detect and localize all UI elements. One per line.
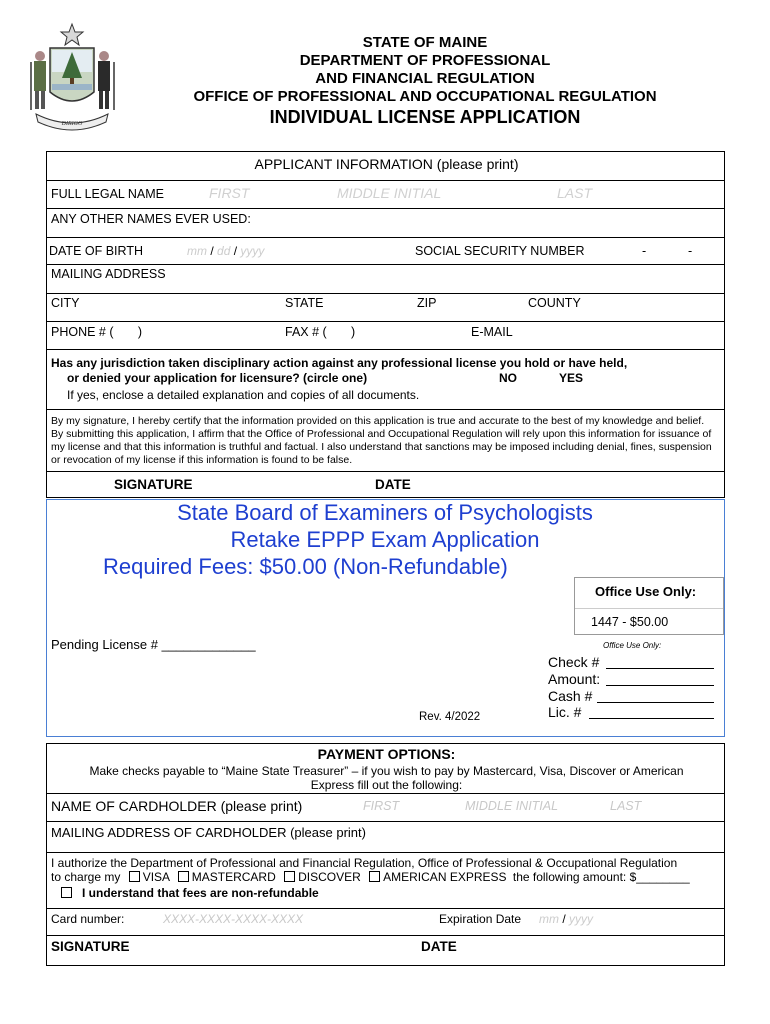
last-name-field[interactable]: LAST bbox=[557, 185, 593, 201]
mailing-address-row bbox=[46, 264, 725, 294]
payment-signature-label: SIGNATURE bbox=[51, 939, 130, 954]
amex-checkbox[interactable] bbox=[369, 871, 380, 882]
if-yes-note: If yes, enclose a detailed explanation and copies of all documents. bbox=[67, 388, 420, 402]
discover-checkbox[interactable] bbox=[284, 871, 295, 882]
header-office: OFFICE OF PROFESSIONAL AND OCCUPATIONAL REGULATION bbox=[193, 88, 657, 105]
certification-row bbox=[46, 409, 725, 472]
certification-text: By my signature, I hereby certify that the information provided on this application is true and accurate to the best of my knowledge and belief. By submitting this application, I affirm that the Office of Professional and Occupational Regulation will rely upon this information for issuance of my license and that this information is truthful and factual. I also understand that sanctions may be imposed including denial, fines, suspension or revocation of my license if this information is found to be false. bbox=[51, 415, 712, 466]
payment-options-title: PAYMENT OPTIONS: bbox=[317, 746, 456, 762]
cash-number-field[interactable] bbox=[597, 702, 714, 703]
cardholder-first-field[interactable]: FIRST bbox=[363, 799, 400, 813]
city-state-zip-county-fields[interactable] bbox=[49, 310, 722, 321]
card-number-field[interactable]: XXXX-XXXX-XXXX-XXXX bbox=[163, 912, 304, 926]
header-state: STATE OF MAINE bbox=[362, 34, 488, 51]
signature-row bbox=[46, 471, 725, 498]
phone-fax-email-fields[interactable] bbox=[49, 338, 722, 349]
license-number-field[interactable] bbox=[589, 718, 714, 719]
board-name: State Board of Examiners of Psychologists bbox=[177, 500, 593, 525]
header-department-2: AND FINANCIAL REGULATION bbox=[315, 70, 535, 87]
mastercard-checkbox[interactable] bbox=[178, 871, 189, 882]
payment-instructions-2: Express fill out the following: bbox=[310, 778, 463, 792]
cardholder-address-field[interactable] bbox=[49, 840, 722, 852]
cardholder-middle-field[interactable]: MIDDLE INITIAL bbox=[465, 799, 559, 813]
office-use-title: Office Use Only: bbox=[595, 584, 697, 599]
expiration-label: Expiration Date bbox=[439, 912, 522, 926]
amount-field[interactable] bbox=[606, 685, 714, 686]
svg-text:DIRIGO: DIRIGO bbox=[61, 121, 83, 127]
pending-license-field[interactable]: Pending License # _____________ bbox=[51, 637, 256, 652]
payment-date-label: DATE bbox=[421, 939, 457, 954]
full-legal-name-label: FULL LEGAL NAME bbox=[51, 187, 165, 201]
office-fee-code: 1447 - $50.00 bbox=[591, 615, 669, 629]
check-number-field[interactable] bbox=[606, 668, 714, 669]
page-title: INDIVIDUAL LICENSE APPLICATION bbox=[269, 107, 581, 127]
nonrefundable-checkbox[interactable] bbox=[61, 887, 72, 898]
phone-fax-email-row bbox=[46, 321, 725, 350]
charge-amount-field[interactable]: the following amount: $________ bbox=[512, 870, 690, 884]
authorization-row bbox=[46, 852, 725, 909]
office-box-divider bbox=[575, 608, 723, 609]
payment-instructions: Make checks payable to “Maine State Treasurer” – if you wish to pay by Mastercard, Visa, Discover or American bbox=[89, 764, 684, 778]
application-type: Retake EPPP Exam Application bbox=[230, 527, 540, 552]
disciplinary-question-text: Has any jurisdiction taken disciplinary action against any professional license you hold or have held, bbox=[51, 356, 628, 370]
county-label: COUNTY bbox=[528, 296, 581, 310]
ssn-field[interactable]: - - bbox=[642, 244, 693, 258]
state-label: STATE bbox=[285, 296, 324, 310]
cardholder-address-row bbox=[46, 821, 725, 853]
first-name-field[interactable]: FIRST bbox=[209, 185, 250, 201]
answer-yes-option[interactable]: YES bbox=[559, 371, 584, 385]
card-number-label: Card number: bbox=[51, 912, 125, 926]
answer-no-option[interactable]: NO bbox=[499, 371, 517, 385]
full-legal-name-row bbox=[46, 180, 725, 209]
fax-label: FAX # ( ) bbox=[285, 325, 356, 339]
other-names-label: ANY OTHER NAMES EVER USED: bbox=[51, 212, 251, 226]
office-use-box bbox=[574, 577, 724, 635]
zip-label: ZIP bbox=[417, 296, 437, 310]
discover-option[interactable]: DISCOVER bbox=[284, 870, 361, 884]
phone-label: PHONE # ( ) bbox=[51, 325, 142, 339]
payment-signature-row bbox=[46, 935, 725, 966]
visa-checkbox[interactable] bbox=[129, 871, 140, 882]
revision-date: Rev. 4/2022 bbox=[419, 711, 481, 723]
dob-field[interactable]: mm / dd / yyyy bbox=[187, 244, 265, 258]
date-label: DATE bbox=[375, 477, 411, 492]
required-fees: Required Fees: $50.00 (Non-Refundable) bbox=[103, 554, 508, 579]
mastercard-option[interactable]: MASTERCARD bbox=[178, 870, 276, 884]
office-use-small-label: Office Use Only: bbox=[603, 641, 662, 650]
middle-initial-field[interactable]: MIDDLE INITIAL bbox=[337, 185, 442, 201]
email-label: E-MAIL bbox=[471, 325, 513, 339]
ssn-label: SOCIAL SECURITY NUMBER bbox=[415, 244, 585, 258]
applicant-section-title: APPLICANT INFORMATION (please print) bbox=[254, 156, 519, 172]
disciplinary-question-row bbox=[46, 349, 725, 410]
city-state-row bbox=[46, 293, 725, 322]
card-number-row bbox=[46, 908, 725, 936]
dob-label: DATE OF BIRTH bbox=[49, 244, 143, 258]
dob-ssn-row bbox=[46, 237, 725, 265]
maine-state-seal-logo bbox=[26, 22, 118, 134]
amount-label: Amount: bbox=[548, 671, 601, 687]
charge-prefix: to charge my bbox=[51, 870, 121, 884]
cardholder-address-label: MAILING ADDRESS OF CARDHOLDER (please print) bbox=[51, 825, 366, 840]
cardholder-last-field[interactable]: LAST bbox=[610, 799, 642, 813]
amex-option[interactable]: AMERICAN EXPRESS bbox=[369, 870, 506, 884]
other-names-row bbox=[46, 208, 725, 238]
payment-header-row bbox=[46, 743, 725, 794]
nonrefundable-acknowledgement[interactable]: I understand that fees are non-refundable bbox=[61, 886, 319, 900]
disciplinary-question-text-2: or denied your application for licensure? (circle one) bbox=[67, 371, 368, 385]
mailing-address-field[interactable] bbox=[49, 281, 722, 293]
header-department: DEPARTMENT OF PROFESSIONAL bbox=[299, 52, 551, 69]
expiration-field[interactable]: mm / yyyy bbox=[539, 912, 594, 926]
cardholder-name-row bbox=[46, 793, 725, 822]
check-number-label: Check # bbox=[548, 654, 600, 670]
cardholder-name-label: NAME OF CARDHOLDER (please print) bbox=[51, 798, 303, 814]
other-names-field[interactable] bbox=[49, 225, 722, 237]
license-number-label: Lic. # bbox=[548, 704, 582, 720]
applicant-section-header bbox=[46, 151, 725, 181]
city-label: CITY bbox=[51, 296, 80, 310]
visa-option[interactable]: VISA bbox=[129, 870, 170, 884]
authorization-text: I authorize the Department of Professional and Financial Regulation, Office of Professional & Occupational Regulation bbox=[51, 856, 678, 870]
card-type-options bbox=[51, 870, 690, 884]
mailing-address-label: MAILING ADDRESS bbox=[51, 267, 166, 281]
cash-number-label: Cash # bbox=[548, 688, 593, 704]
signature-label: SIGNATURE bbox=[114, 477, 193, 492]
